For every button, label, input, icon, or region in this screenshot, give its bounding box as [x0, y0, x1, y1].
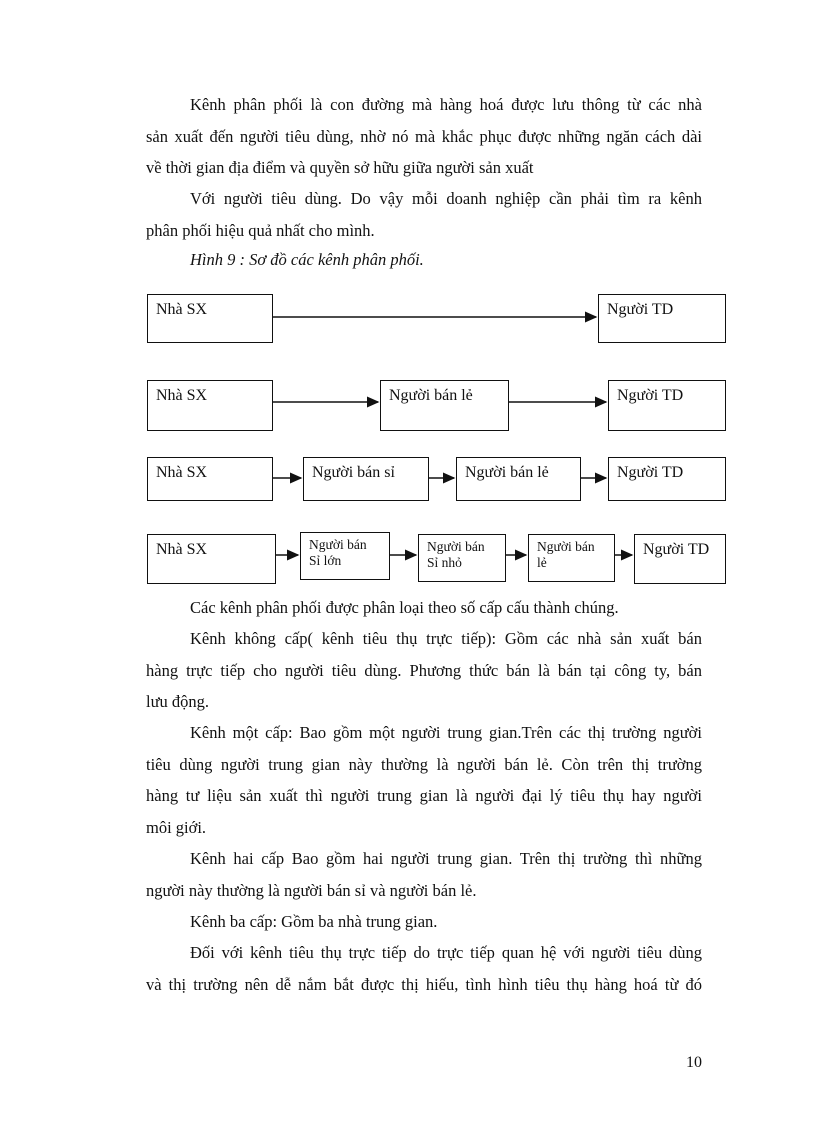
text-line: phân phối hiệu quả nhất cho mình. [146, 220, 375, 240]
box-consumer: Người TD [608, 380, 726, 431]
box-producer: Nhà SX [147, 294, 273, 343]
box-producer: Nhà SX [147, 380, 273, 431]
text-line: tiêu dùng người trung gian này thường là người bán lẻ. Còn trên thị trường [146, 754, 702, 774]
text-line: Kênh một cấp: Bao gồm một người trung gian.Trên các thị trường người [190, 723, 702, 742]
box-producer: Nhà SX [147, 457, 273, 501]
page-number: 10 [686, 1054, 702, 1071]
paragraph-zero-level [146, 623, 702, 718]
figure-caption: Hình 9 : Sơ đồ các kênh phân phối. [190, 250, 424, 269]
box-label-line: Người bán [427, 539, 485, 554]
box-label-line: lẻ [537, 555, 547, 570]
text-line: Kênh không cấp( kênh tiêu thụ trực tiếp): Gồm các nhà sản xuất bán [190, 629, 702, 648]
text-line: Với người tiêu dùng. Do vậy mỗi doanh nghiệp cần phải tìm ra kênh [190, 189, 702, 208]
box-wholesaler: Người bán sỉ [303, 457, 429, 501]
text-line: hàng trực tiếp cho người tiêu dùng. Phương thức bán là bán tại công ty, bán [146, 660, 702, 680]
paragraph-direct-channel [146, 937, 702, 1000]
text-line: Kênh hai cấp Bao gồm hai người trung gian. Trên thị trường thì những [190, 849, 702, 868]
text-line: Kênh ba cấp: Gồm ba nhà trung gian. [190, 912, 438, 931]
text-line: về thời gian địa điểm và quyền sở hữu giữa người sản xuất [146, 158, 534, 177]
box-large-wholesaler [300, 532, 390, 580]
paragraph-classification [146, 592, 702, 624]
text-line: hàng tư liệu sản xuất thì người trung gian là người đại lý tiêu thụ hay người [146, 786, 702, 805]
box-consumer: Người TD [634, 534, 726, 584]
text-line: môi giới. [146, 817, 207, 837]
box-label-line: Người bán [537, 539, 595, 554]
box-label-line: Người bán [309, 537, 367, 552]
text-line: người này thường là người bán sỉ và người bán lẻ. [146, 880, 477, 900]
box-label-line: Sỉ lớn [309, 553, 342, 568]
text-line: lưu động. [146, 692, 210, 711]
box-retailer: Người bán lẻ [456, 457, 581, 501]
box-retailer [528, 534, 615, 582]
box-retailer: Người bán lẻ [380, 380, 509, 431]
box-consumer: Người TD [608, 457, 726, 501]
text-line: Đối với kênh tiêu thụ trực tiếp do trực tiếp quan hệ với người tiêu dùng [190, 943, 702, 962]
paragraph-two-level [146, 843, 702, 906]
paragraph-one-level [146, 717, 702, 843]
box-producer: Nhà SX [147, 534, 276, 584]
text-line: sản xuất đến người tiêu dùng, nhờ nó mà khắc phục được những ngăn cách dài [146, 126, 702, 146]
text-line: và thị trường nên dễ nắm bắt được thị hiếu, tình hình tiêu thụ hàng hoá từ đó [146, 974, 702, 994]
box-consumer: Người TD [598, 294, 726, 343]
text-line: Các kênh phân phối được phân loại theo số cấp cấu thành chúng. [190, 598, 619, 617]
box-label-line: Sỉ nhỏ [427, 555, 462, 570]
paragraph-three-level [146, 906, 702, 938]
text-line: Kênh phân phối là con đường mà hàng hoá được lưu thông từ các nhà [190, 95, 702, 114]
box-small-wholesaler [418, 534, 506, 582]
